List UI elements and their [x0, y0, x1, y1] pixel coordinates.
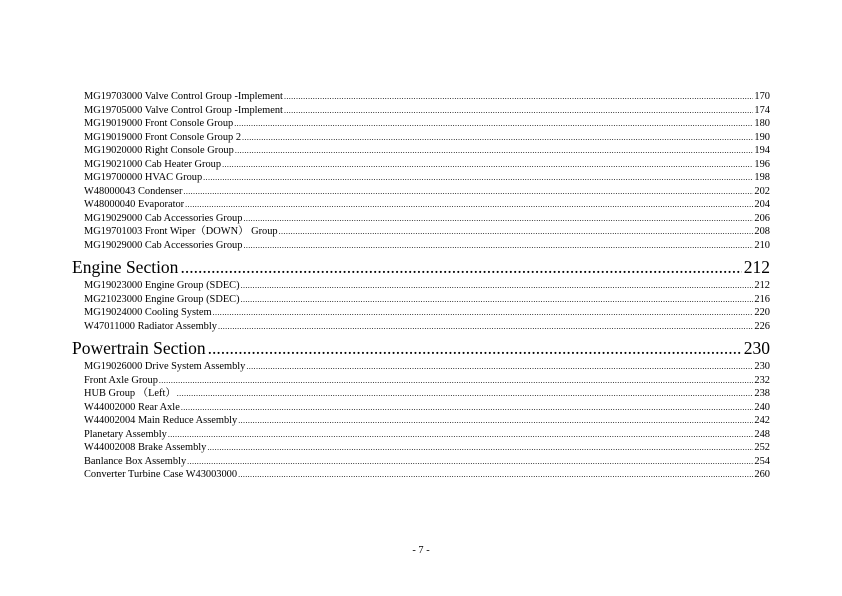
toc-entry-page: 232 — [754, 374, 770, 386]
toc-entry[interactable] — [84, 158, 770, 172]
toc-entry[interactable] — [84, 144, 770, 158]
toc-entry-page: 210 — [754, 239, 770, 251]
toc-entry[interactable] — [84, 441, 770, 455]
dot-leader — [241, 279, 754, 293]
toc-entry-page: 198 — [754, 172, 770, 183]
toc-entry-page: 202 — [754, 185, 770, 197]
toc-entry-page: 252 — [754, 442, 770, 453]
dot-leader — [168, 428, 754, 442]
toc-group-cab — [84, 90, 770, 252]
dot-leader — [222, 158, 753, 172]
toc-entry[interactable] — [84, 90, 770, 104]
toc-entry[interactable] — [84, 428, 770, 442]
dot-leader — [234, 117, 753, 131]
toc-entry-page: 254 — [754, 455, 770, 467]
toc-entry-page: 206 — [754, 212, 770, 224]
section-heading-title: Engine Section — [72, 257, 179, 277]
toc-entry[interactable] — [84, 225, 770, 239]
dot-leader — [246, 360, 753, 374]
toc-entry-title: Converter Turbine Case W43003000 — [84, 469, 238, 480]
toc-entry[interactable] — [84, 374, 770, 388]
section-heading-page: 212 — [743, 257, 770, 277]
toc-entry-page: 230 — [754, 361, 770, 372]
dot-leader — [207, 441, 753, 455]
dot-leader — [203, 171, 753, 185]
toc-entry-title: W44002008 Brake Assembly — [84, 442, 207, 453]
toc-entry-title: W44002004 Main Reduce Assembly — [84, 415, 238, 426]
dot-leader — [243, 212, 753, 226]
dot-leader — [243, 239, 753, 253]
toc-entry[interactable] — [84, 198, 770, 212]
toc-entry-title: MG19019000 Front Console Group 2 — [84, 131, 242, 143]
section-heading-title: Powertrain Section — [72, 338, 206, 358]
dot-leader — [213, 306, 754, 320]
toc-entry[interactable] — [84, 171, 770, 185]
toc-entry-page: 196 — [754, 158, 770, 170]
toc-entry-page: 170 — [754, 91, 770, 102]
toc-entry-title: MG19029000 Cab Accessories Group — [84, 239, 243, 251]
toc-entry-title: MG21023000 Engine Group (SDEC) — [84, 293, 240, 305]
toc-entry[interactable] — [84, 320, 770, 334]
dot-leader — [235, 144, 754, 158]
toc-entry-page: 174 — [754, 104, 770, 116]
page-number: - 7 - — [412, 545, 430, 556]
dot-leader — [187, 455, 753, 469]
section-heading-powertrain[interactable] — [72, 336, 770, 360]
toc-entry[interactable] — [84, 279, 770, 293]
toc-entry[interactable] — [84, 414, 770, 428]
toc-entry-title: MG19701003 Front Wiper（DOWN） Group — [84, 226, 278, 237]
toc-group-engine — [72, 255, 770, 333]
toc-entry-title: MG19020000 Right Console Group — [84, 145, 234, 156]
dot-leader — [284, 104, 753, 118]
toc-entry-title: W44002000 Rear Axle — [84, 401, 180, 413]
toc-entry[interactable] — [84, 131, 770, 145]
toc-entry-title: MG19705000 Valve Control Group -Implement — [84, 104, 283, 116]
dot-leader — [159, 374, 754, 388]
dot-leader — [208, 336, 742, 360]
toc-entry[interactable] — [84, 293, 770, 307]
toc-entry-page: 190 — [754, 131, 770, 143]
toc-entry-title: MG19700000 HVAC Group — [84, 172, 203, 183]
toc-entry[interactable] — [84, 239, 770, 253]
toc-entry-page: 216 — [754, 293, 770, 305]
toc-entry-page: 260 — [754, 469, 770, 480]
toc-entry-title: Planetary Assembly — [84, 428, 167, 440]
dot-leader — [185, 198, 753, 212]
toc-entry-page: 240 — [754, 401, 770, 413]
toc-entry-page: 248 — [754, 428, 770, 440]
dot-leader — [238, 414, 753, 428]
toc-entry-title: MG19024000 Cooling System — [84, 307, 212, 318]
toc-entry[interactable] — [84, 455, 770, 469]
dot-leader — [238, 468, 753, 482]
dot-leader — [241, 293, 754, 307]
toc-entry[interactable] — [84, 306, 770, 320]
dot-leader — [284, 90, 753, 104]
toc-entry-page: 194 — [754, 145, 770, 156]
toc-entry-title: Banlance Box Assembly — [84, 455, 187, 467]
toc-entry-title: W47011000 Radiator Assembly — [84, 320, 217, 332]
toc-group-powertrain — [72, 336, 770, 482]
toc-entry-page: 212 — [754, 280, 770, 291]
toc-entry-title: MG19023000 Engine Group (SDEC) — [84, 280, 240, 291]
toc-entry[interactable] — [84, 360, 770, 374]
dot-leader — [242, 131, 753, 145]
toc-entry-title: Front Axle Group — [84, 374, 158, 386]
toc-entry-page: 180 — [754, 118, 770, 129]
dot-leader — [279, 225, 754, 239]
toc-entry-title: W48000040 Evaporator — [84, 199, 185, 210]
toc-entry-page: 208 — [754, 226, 770, 237]
dot-leader — [183, 185, 753, 199]
toc-entry[interactable] — [84, 468, 770, 482]
dot-leader — [180, 255, 741, 279]
toc-entry[interactable] — [84, 185, 770, 199]
toc-entry[interactable] — [84, 387, 770, 401]
toc-entry-title: MG19019000 Front Console Group — [84, 118, 234, 129]
toc-entry-page: 242 — [754, 415, 770, 426]
toc-entry[interactable] — [84, 104, 770, 118]
toc-entry-page: 204 — [754, 199, 770, 210]
toc-entry-page: 226 — [754, 320, 770, 332]
toc-entry[interactable] — [84, 212, 770, 226]
dot-leader — [177, 387, 754, 401]
toc-entry[interactable] — [84, 117, 770, 131]
dot-leader — [181, 401, 754, 415]
toc-entry-page: 238 — [754, 388, 770, 399]
section-heading-engine[interactable] — [72, 255, 770, 279]
toc-entry-title: MG19021000 Cab Heater Group — [84, 158, 222, 170]
table-of-contents — [72, 90, 770, 482]
toc-entry-title: HUB Group （Left） — [84, 388, 176, 399]
toc-entry-title: W48000043 Condenser — [84, 185, 183, 197]
dot-leader — [218, 320, 753, 334]
section-heading-page: 230 — [743, 338, 770, 358]
toc-entry-title: MG19026000 Drive System Assembly — [84, 361, 246, 372]
toc-entry-title: MG19029000 Cab Accessories Group — [84, 212, 243, 224]
toc-entry[interactable] — [84, 401, 770, 415]
toc-entry-title: MG19703000 Valve Control Group -Implement — [84, 91, 283, 102]
toc-entry-page: 220 — [754, 307, 770, 318]
